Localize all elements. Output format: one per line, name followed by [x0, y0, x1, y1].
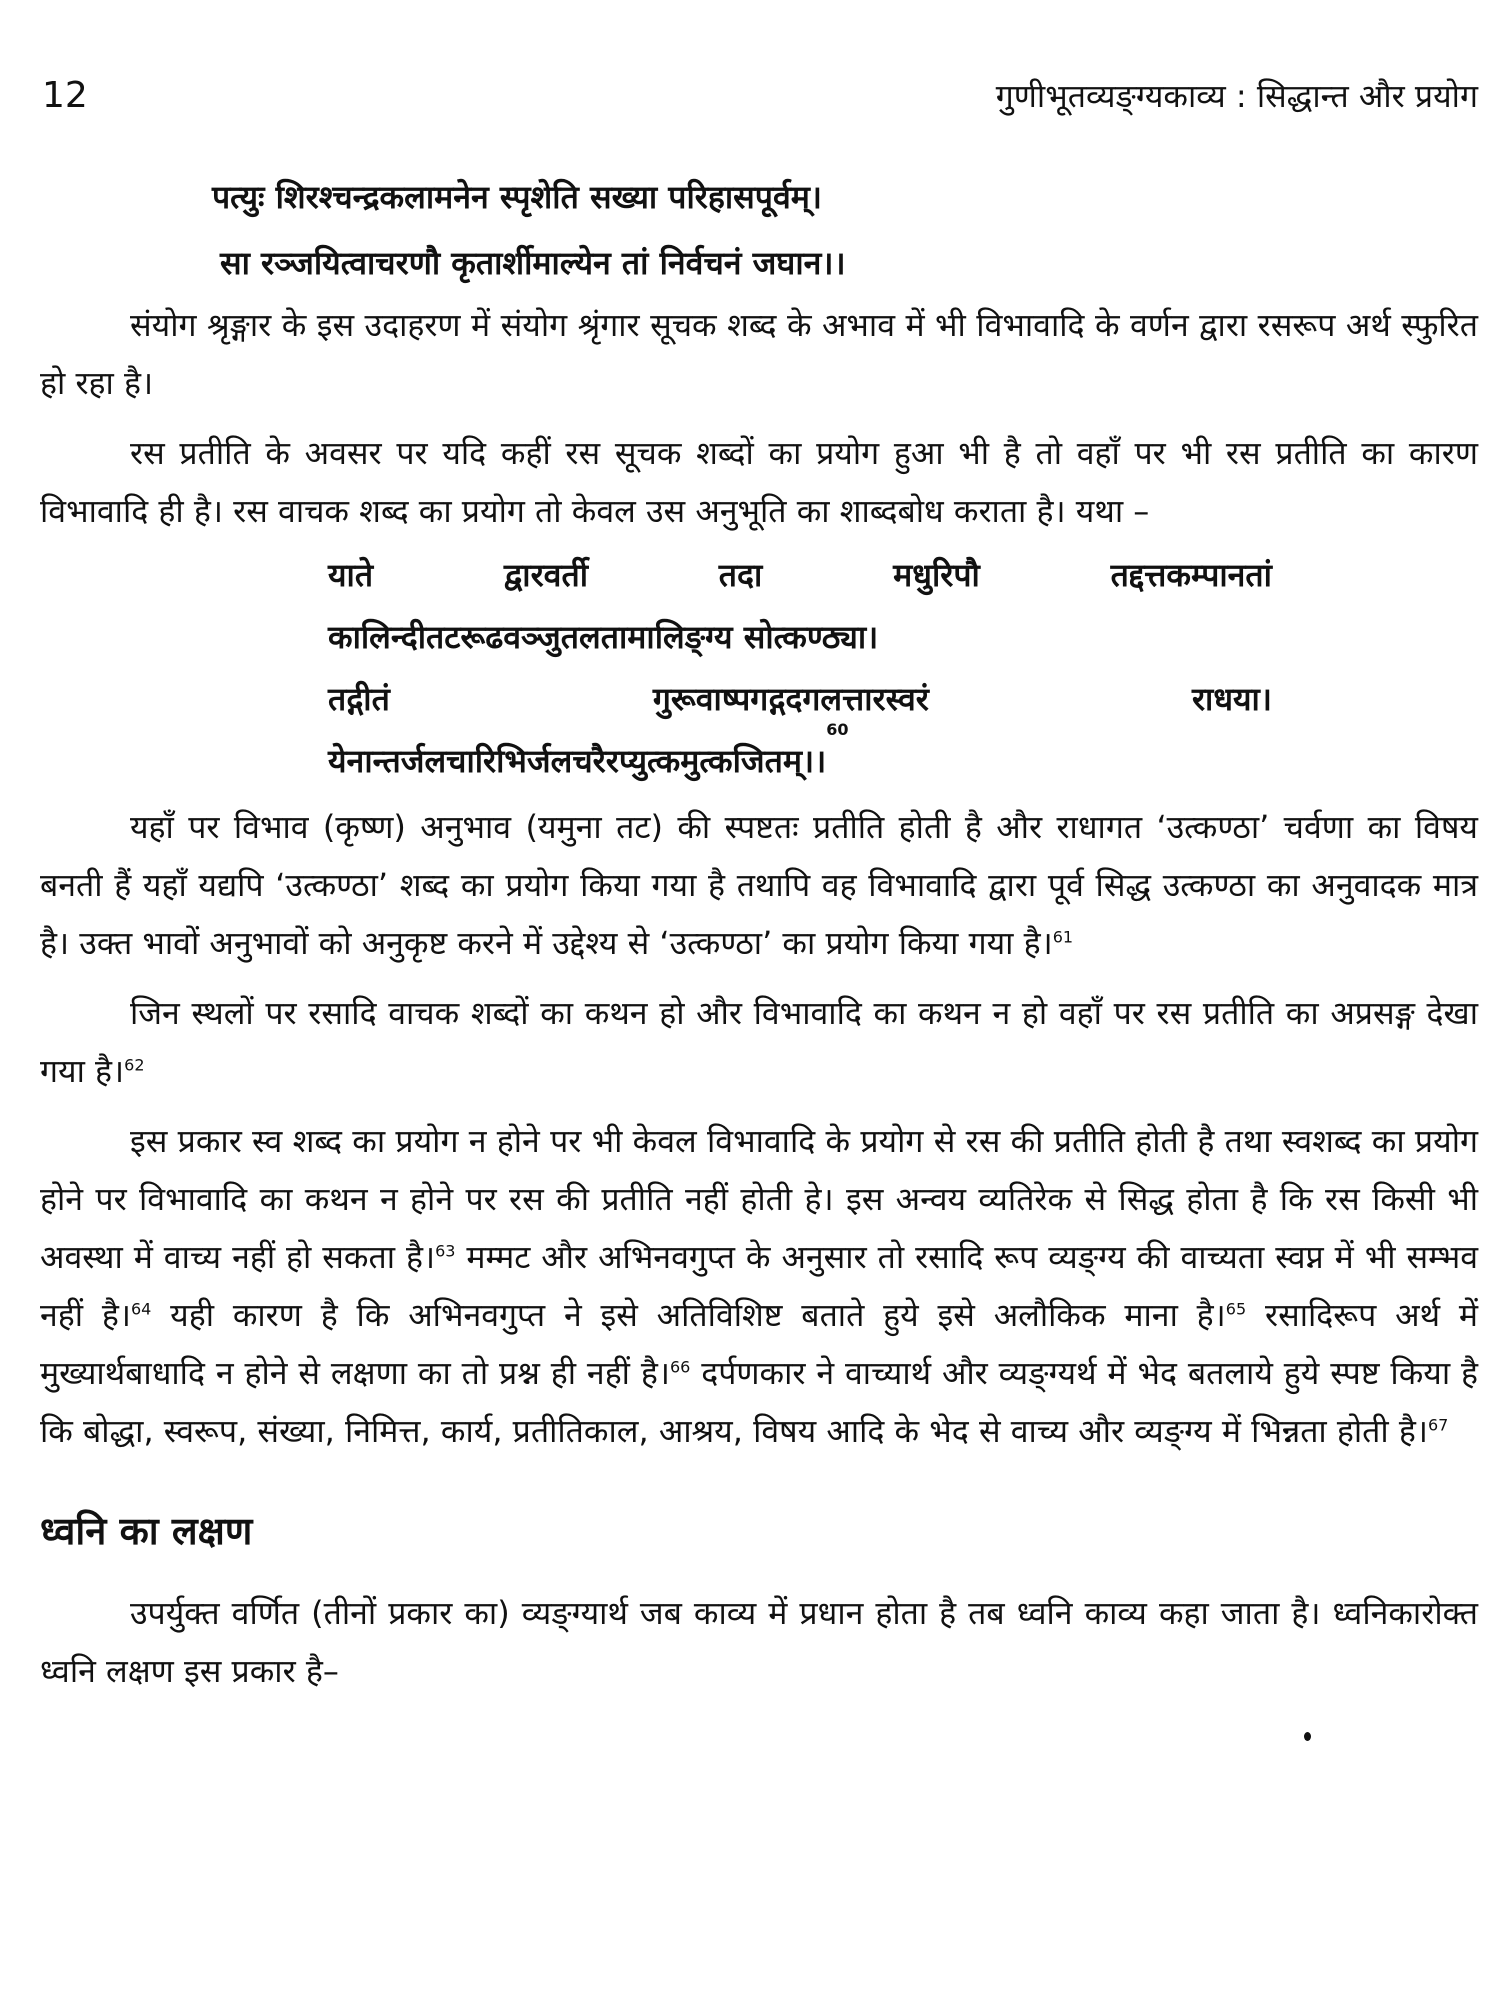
- verse-line: [328, 544, 1272, 606]
- verse-word: याते: [328, 556, 374, 594]
- paragraph-text: यहाँ पर विभाव (कृष्ण) अनुभाव (यमुना तट) की स्पष्टतः प्रतीति होती है और राधागत ‘उत्कण्ठा’ चर्वणा का विषय बनती हैं यहाँ यद्यपि ‘उत्कण्ठा’ शब्द का प्रयोग किया गया है तथापि वह विभावादि द्वारा पूर्व सिद्ध उत्कण्ठा का अनुवादक मात्र है। उक्त भावों अनुभावों को अनुकृष्ट करने में उद्देश्य से ‘उत्कण्ठा’ का प्रयोग किया गया है।: [40, 808, 1478, 962]
- paragraph-5: [40, 1112, 1478, 1460]
- verse-line: सा रञ्जयित्वाचरणौ कृतार्शीमाल्येन तां निर्वचनं जघान।।: [220, 244, 846, 282]
- page-number: 12: [42, 75, 88, 116]
- verse-line: कालिन्दीतटरूढवञ्जुतलतामालिङ्ग्य सोत्कण्ठ्या।: [328, 618, 879, 656]
- footnote-marker: 66: [669, 1357, 691, 1377]
- footnote-marker: 60: [826, 720, 849, 739]
- paragraph-text: इस प्रकार स्व शब्द का प्रयोग न होने पर भी केवल विभावादि के प्रयोग से रस की प्रतीति होती है तथा स्वशब्द का प्रयोग होने पर विभावादि का कथन न होने पर रस की प्रतीति नहीं होती हे। इस अन्वय व्यतिरेक से सिद्ध होता है कि रस किसी भी अवस्था में वाच्य नहीं हो सकता है।: [40, 1122, 1478, 1276]
- verse-word: मधुरिपौ: [893, 556, 980, 594]
- section-heading: ध्वनि का लक्षण: [40, 1509, 253, 1553]
- footnote-marker: 63: [435, 1241, 456, 1261]
- verse-word: द्वारवर्ती: [503, 556, 588, 594]
- ink-speck: [1304, 1732, 1311, 1741]
- paragraph-2: रस प्रतीति के अवसर पर यदि कहीं रस सूचक शब्दों का प्रयोग हुआ भी है तो वहाँ पर भी रस प्रतीति का कारण विभावादि ही है। रस वाचक शब्द का प्रयोग तो केवल उस अनुभूति का शाब्दबोध कराता है। यथा –: [40, 434, 1478, 530]
- running-title: गुणीभूतव्यङ्ग्यकाव्य : सिद्धान्त और प्रयोग: [995, 77, 1478, 115]
- verse-word: तदा: [718, 556, 763, 594]
- paragraph-text: मम्मट और अभिनवगुप्त के अनुसार तो रसादि रूप व्यङ्ग्य की वाच्यता स्वप्न में भी सम्भव नहीं है।: [40, 1238, 1478, 1334]
- paragraph-1: संयोग श्रृङ्गार के इस उदाहरण में संयोग श्रृंगार सूचक शब्द के अभाव में भी विभावादि के वर्णन द्वारा रसरूप अर्थ स्फुरित हो रहा है।: [40, 306, 1478, 402]
- footnote-marker: 65: [1225, 1299, 1247, 1319]
- footnote-marker: 64: [130, 1299, 152, 1319]
- verse-line: [328, 720, 1272, 792]
- sanskrit-verse-2: [40, 544, 1478, 792]
- verse-line: पत्युः शिरश्चन्द्रकलामनेन स्पृशेति सख्या परिहासपूर्वम्।: [212, 178, 823, 216]
- footnote-marker: 62: [124, 1055, 145, 1075]
- paragraph-6: उपर्युक्त वर्णित (तीनों प्रकार का) व्यङ्ग्यार्थ जब काव्य में प्रधान होता है तब ध्वनि काव्य कहा जाता है। ध्वनिकारोक्त ध्वनि लक्षण इस प्रकार है–: [40, 1594, 1478, 1690]
- paragraph-text: यही कारण है कि अभिनवगुप्त ने इसे अतिविशिष्ट बताते हुये इसे अलौकिक माना है।: [151, 1296, 1226, 1334]
- paragraph-3: [40, 798, 1478, 972]
- paragraph-text: रसादिरूप अर्थ में मुख्यार्थबाधादि न होने से लक्षणा का तो प्रश्न ही नहीं है।: [40, 1296, 1478, 1392]
- verse-word: गुरूवाष्पगद्गदगलत्तारस्वरं: [652, 680, 929, 718]
- verse-word: राधया।: [1191, 680, 1272, 718]
- verse-line: [328, 668, 1272, 730]
- paragraph-4: [40, 984, 1478, 1100]
- verse-word: तद्गीतं: [328, 680, 390, 718]
- running-header: [40, 75, 1478, 144]
- footnote-marker: 61: [1052, 927, 1074, 947]
- verse-line-text: येनान्तर्जलचारिभिर्जलचरैरप्युत्कमुत्कजितम्।।: [328, 742, 827, 780]
- footnote-marker: 67: [1428, 1415, 1449, 1435]
- sanskrit-verse-1: [40, 164, 1478, 296]
- verse-word: तद्दत्तकम्पानतां: [1110, 556, 1272, 594]
- paragraph-text: दर्पणकार ने वाच्यार्थ और व्यङ्ग्यर्थ में भेद बतलाये हुये स्पष्ट किया है कि बोद्धा, स्वरूप, संख्या, निमित्त, कार्य, प्रतीतिकाल, आश्रय, विषय आदि के भेद से वाच्य और व्यङ्ग्य में भिन्नता होती है।: [40, 1354, 1478, 1450]
- paragraph-text: जिन स्थलों पर रसादि वाचक शब्दों का कथन हो और विभावादि का कथन न हो वहाँ पर रस प्रतीति का अप्रसङ्ग देखा गया है।: [40, 994, 1478, 1090]
